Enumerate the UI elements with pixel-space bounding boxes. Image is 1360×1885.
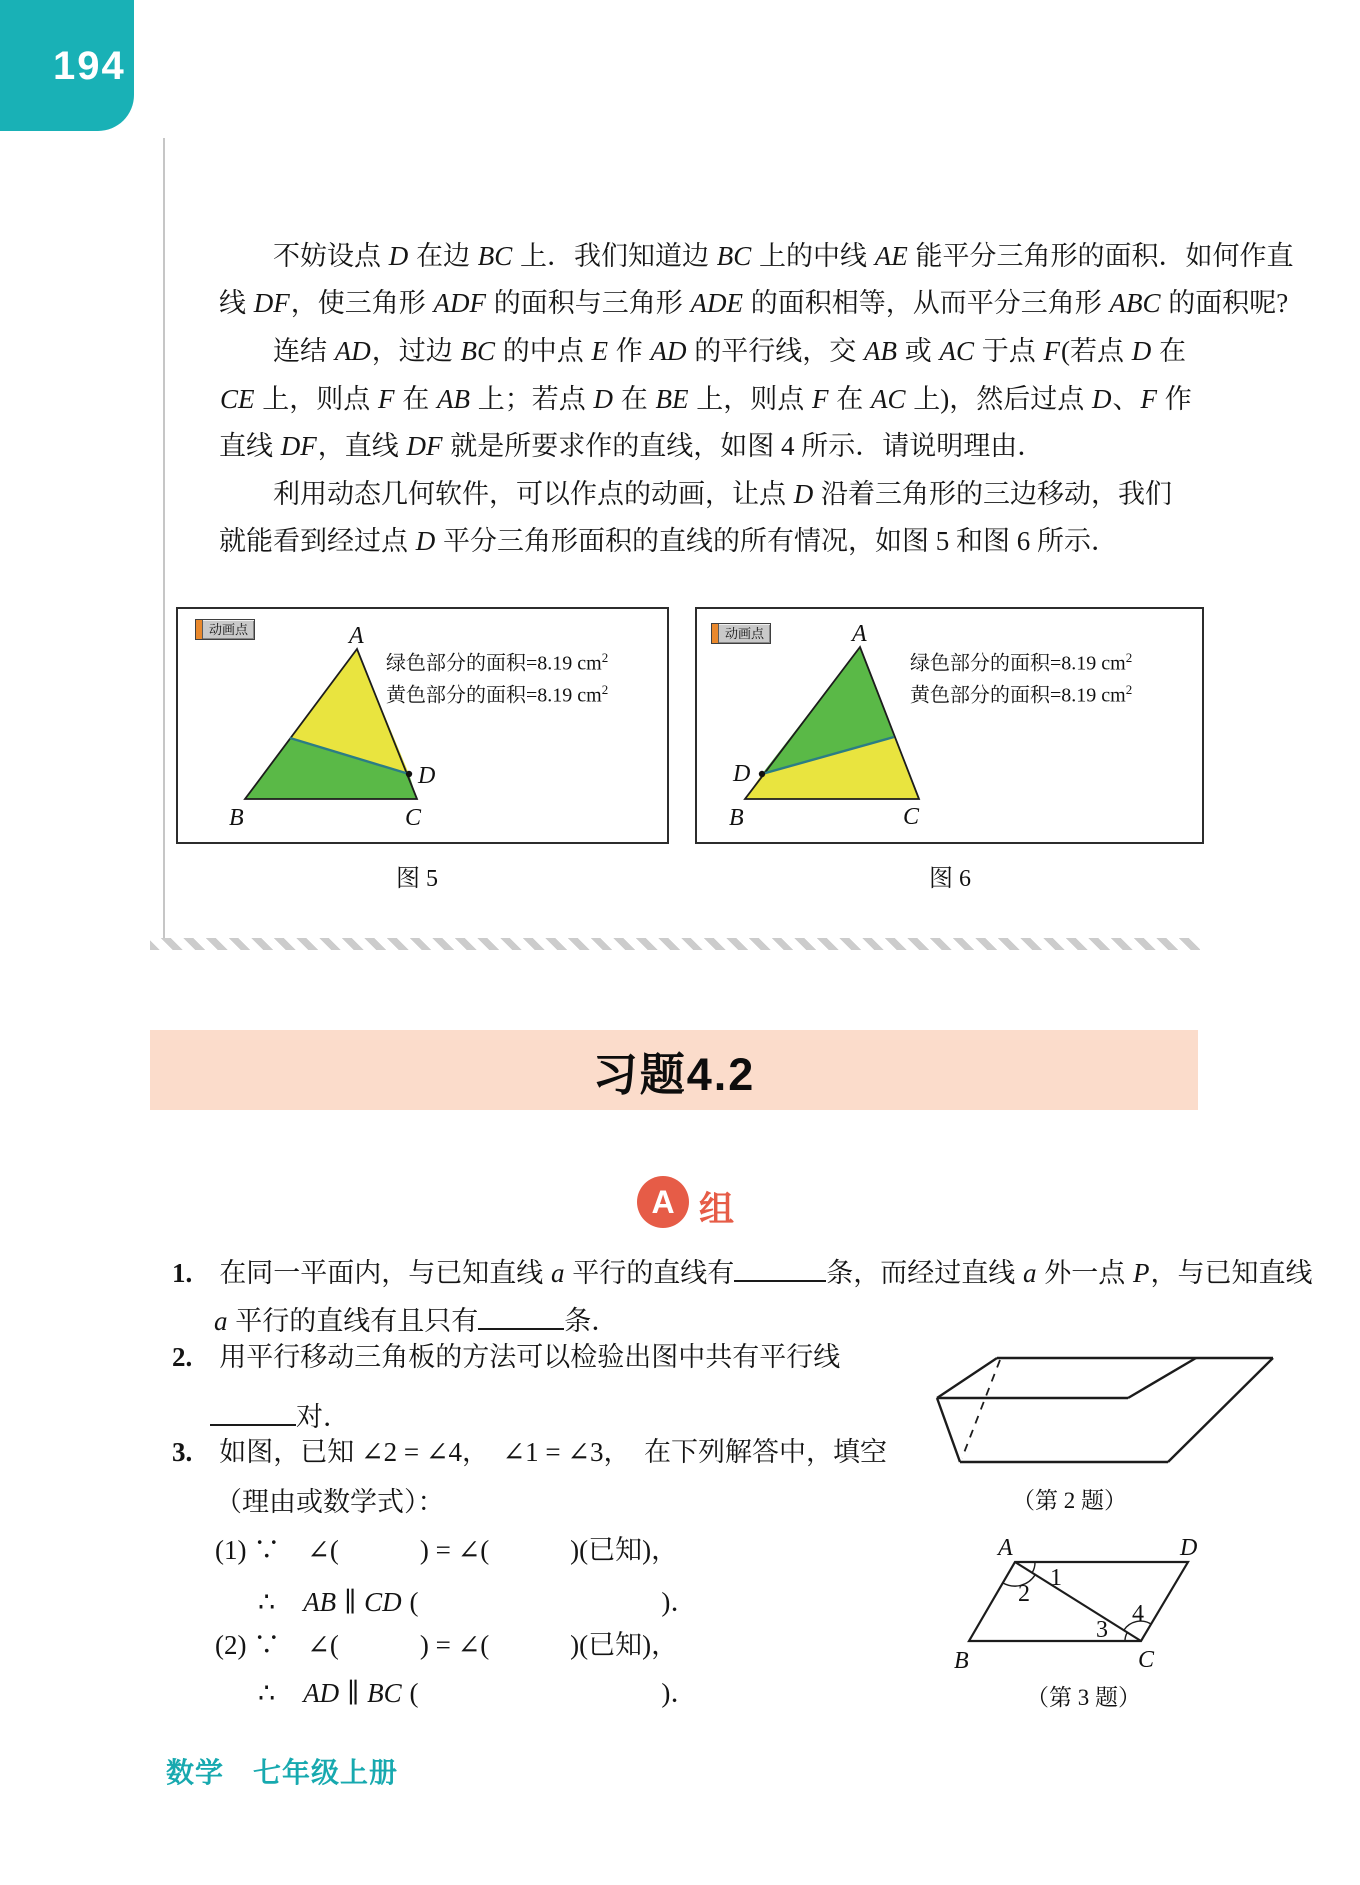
figure5-caption: 图 5 — [396, 866, 438, 892]
vertex-label: C — [405, 805, 422, 831]
question-3-step: ∴ AD ∥ BC ( )． — [258, 1678, 698, 1708]
figure6-box — [695, 607, 1204, 844]
page-number-badge — [0, 0, 134, 131]
reading-line: CE 上，则点 F 在 AB 上；若点 D 在 BE 上，则点 F 在 AC 上)，然后过点 D、F 作 — [220, 384, 1192, 414]
animate-button-label: 动画点 — [208, 622, 248, 637]
question-3-line: （理由或数学式）： — [215, 1487, 445, 1517]
reading-panel-left-rule — [163, 138, 165, 938]
question-2-diagram-caption: （第 2 题） — [1012, 1488, 1127, 1513]
question-3-diagram-caption: （第 3 题） — [1026, 1685, 1141, 1710]
angle-label: 3 — [1096, 1617, 1108, 1643]
vertex-label: B — [229, 805, 244, 831]
exercises-banner — [150, 1030, 1198, 1110]
question-3-line: 3. 如图，已知 ∠2 = ∠4， ∠1 = ∠3， 在下列解答中，填空 — [172, 1437, 887, 1467]
yellow-area-label: 黄色部分的面积=8.19 $cm^2$ — [386, 682, 609, 707]
vertex-label: A — [349, 623, 364, 649]
reading-panel-hatched-border — [150, 938, 1200, 950]
exercises-title: 习题4.2 — [592, 1048, 756, 1100]
angle-3-arc — [1125, 1633, 1127, 1641]
book-footer: 数学 七年级上册 — [166, 1757, 399, 1788]
point-D-dot[interactable] — [759, 771, 765, 777]
question-2-line: 对． — [210, 1397, 350, 1433]
point-D-dot[interactable] — [406, 771, 412, 777]
reading-line: 连结 AD，过边 BC 的中点 E 作 AD 的平行线，交 AB 或 AC 于点 F(若点 D 在 — [219, 336, 1187, 366]
green-area-label: 绿色部分的面积=8.19 $cm^2$ — [386, 650, 609, 675]
vertex-label: D — [1180, 1535, 1198, 1561]
reading-line: 就能看到经过点 D 平分三角形面积的直线的所有情况，如图 5 和图 6 所示． — [219, 526, 1118, 556]
box-hidden-edge-dashed — [962, 1360, 1000, 1458]
question-1-line: a 平行的直线有且只有 条． — [213, 1301, 618, 1337]
angle-1-arc — [1032, 1562, 1035, 1573]
question-2-diagram — [915, 1340, 1305, 1475]
figure6-caption: 图 6 — [929, 866, 971, 892]
question-1-line: 1. 在同一平面内，与已知直线 a 平行的直线有 条，而经过直线 a 外一点 P，与已知直线 — [172, 1253, 1313, 1289]
reading-line: 线 DF，使三角形 ADF 的面积与三角形 ADE 的面积相等，从而平分三角形 ABC 的面积呢? — [219, 288, 1289, 318]
group-a-badge — [637, 1176, 689, 1228]
figure5-box — [176, 607, 669, 844]
reading-line: 直线 DF，直线 DF 就是所要求作的直线，如图 4 所示．请说明理由． — [219, 431, 1045, 461]
box-left-edge — [937, 1398, 960, 1462]
yellow-area-label: 黄色部分的面积=8.19 $cm^2$ — [910, 682, 1133, 707]
vertex-label: A — [998, 1535, 1013, 1561]
vertex-label: A — [852, 621, 867, 647]
page-number: 194 — [53, 44, 126, 88]
question-3-diagram — [940, 1525, 1230, 1685]
diagonal-AC — [1015, 1562, 1141, 1641]
question-3-step: ∴ AB ∥ CD ( )． — [258, 1587, 698, 1617]
question-3-step: (1) ∵ ∠( ) = ∠( )(已知)， — [215, 1535, 679, 1565]
question-2-line: 2. 用平行移动三角板的方法可以检验出图中共有平行线 — [172, 1342, 841, 1372]
group-a-letter: A — [651, 1183, 675, 1220]
vertex-label: C — [903, 804, 920, 830]
vertex-label: D — [733, 761, 751, 787]
angle-label: 2 — [1018, 1581, 1030, 1607]
reading-line: 利用动态几何软件，可以作点的动画，让点 D 沿着三角形的三边移动，我们 — [219, 479, 1172, 509]
animate-button-label: 动画点 — [724, 626, 764, 641]
vertex-label: B — [729, 805, 744, 831]
vertex-label: C — [1138, 1647, 1155, 1673]
box-front-right-edge — [1128, 1358, 1196, 1398]
green-area-label: 绿色部分的面积=8.19 $cm^2$ — [910, 650, 1133, 675]
reading-line: 不妨设点 D 在边 BC 上．我们知道边 BC 上的中线 AE 能平分三角形的面积．如何作直 — [219, 241, 1294, 271]
box-right-edge — [1168, 1358, 1273, 1462]
vertex-label: D — [418, 763, 436, 789]
angle-label: 4 — [1132, 1601, 1144, 1627]
question-3-step: (2) ∵ ∠( ) = ∠( )(已知)， — [215, 1630, 679, 1660]
group-a-suffix: 组 — [699, 1190, 735, 1229]
angle-label: 1 — [1050, 1565, 1062, 1591]
vertex-label: B — [954, 1648, 969, 1674]
